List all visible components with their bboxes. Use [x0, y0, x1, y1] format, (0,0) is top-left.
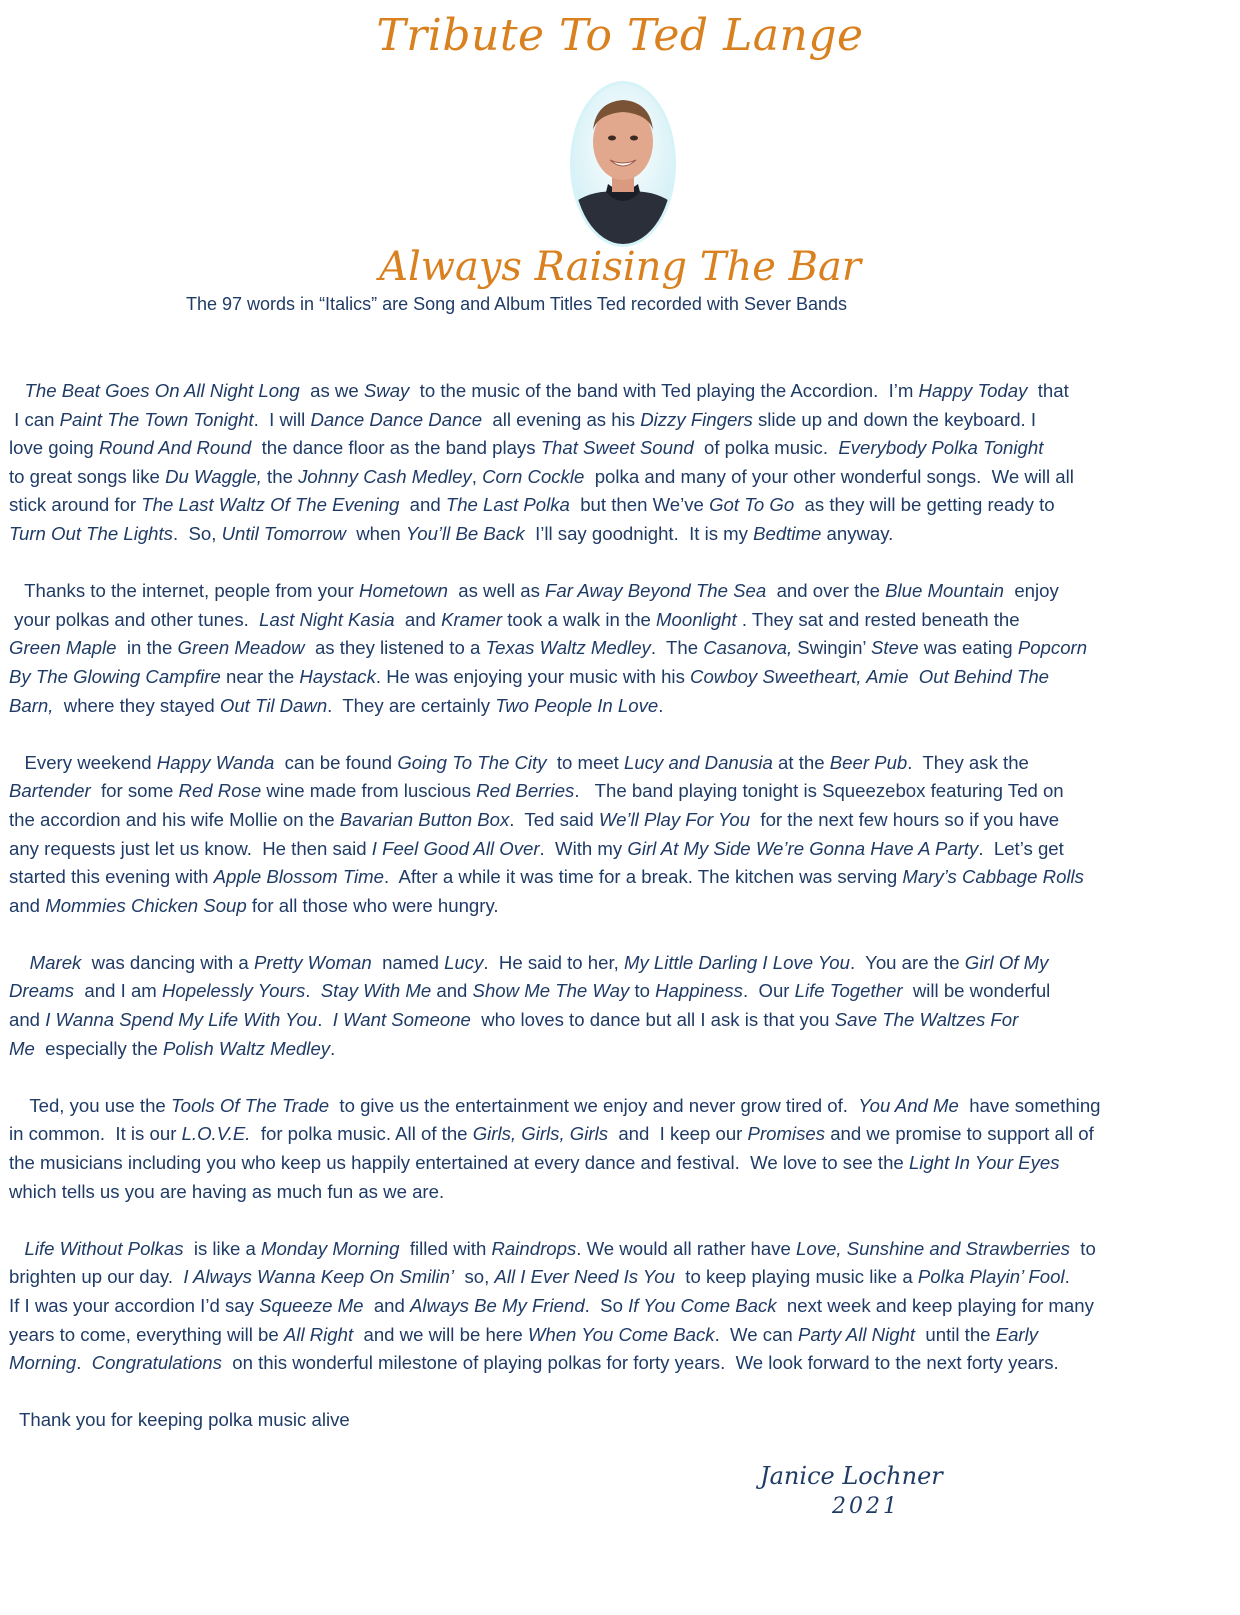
- text-run: for polka music. All of the: [250, 1123, 473, 1145]
- song-title: Popcorn: [1017, 637, 1088, 659]
- text-line: [9, 1263, 1237, 1292]
- song-title: Moonlight: [656, 608, 737, 630]
- text-run: anyway.: [821, 522, 894, 544]
- song-title: Life Together: [794, 980, 903, 1002]
- song-title: Got To Go: [709, 494, 795, 516]
- song-title: The Beat Goes On All Night Long: [24, 380, 300, 401]
- song-title: Dizzy Fingers: [640, 408, 753, 430]
- text-run: but then We’ve: [569, 494, 710, 516]
- text-run: as they will be getting ready to: [794, 494, 1055, 516]
- song-title: Apple Blossom Time: [213, 866, 384, 888]
- text-line: [9, 892, 1237, 921]
- song-title: Blue Mountain: [885, 580, 1004, 602]
- text-run: . The band playing tonight is Squeezebox featuring Ted on: [574, 780, 1064, 802]
- text-run: was dancing with a: [81, 951, 254, 973]
- text-run: will be wonderful: [902, 980, 1051, 1002]
- text-run: .: [658, 694, 664, 716]
- song-title: Barn,: [9, 694, 54, 716]
- signature-year: 2021: [832, 1494, 900, 1519]
- song-title: Turn Out The Lights: [9, 522, 173, 544]
- text-run: next week and keep playing for many: [776, 1295, 1094, 1316]
- text-run: . They ask the: [907, 751, 1029, 773]
- text-run: . Our: [742, 980, 795, 1002]
- song-title: Hopelessly Yours: [161, 980, 306, 1002]
- text-line: [9, 977, 1237, 1006]
- text-run: [9, 952, 30, 973]
- paragraph-gap: [9, 1206, 1237, 1235]
- song-title: Lucy and Danusia: [624, 751, 773, 773]
- song-title: Dreams: [9, 980, 75, 1002]
- text-run: and: [9, 894, 46, 916]
- text-run: that: [1027, 380, 1069, 401]
- text-run: the: [261, 465, 299, 487]
- text-run: have something: [958, 1094, 1101, 1116]
- song-title: Green Meadow: [177, 637, 305, 659]
- text-run: which tells us you are having as much fun as we are.: [9, 1180, 445, 1202]
- song-title: We’ll Play For You: [598, 808, 751, 830]
- text-run: . With my: [539, 837, 628, 859]
- song-title: Always Be My Friend: [410, 1295, 585, 1316]
- text-run: the musicians including you who keep us happily entertained at every dance and festival. We love to see the: [9, 1152, 909, 1174]
- text-run: love going: [9, 437, 99, 459]
- page-subtitle: Always Raising The Bar: [379, 244, 861, 290]
- song-title: Everybody Polka Tonight: [838, 437, 1044, 459]
- paragraph: [9, 377, 1237, 549]
- song-title: Cowboy Sweetheart, Amie Out Behind The: [690, 665, 1050, 687]
- song-title: Happy Today: [918, 380, 1028, 401]
- song-title: Johnny Cash Medley: [298, 465, 472, 487]
- text-run: ,: [471, 465, 483, 487]
- song-title: All I Ever Need Is You: [494, 1266, 675, 1288]
- paragraph: [9, 577, 1237, 720]
- paragraph-gap: [9, 1063, 1237, 1092]
- paragraph: [9, 749, 1237, 921]
- text-line: [9, 1178, 1237, 1207]
- song-title: That Sweet Sound: [540, 437, 694, 459]
- song-title: Hometown: [359, 580, 448, 602]
- text-run: I can: [9, 408, 60, 430]
- song-title: Until Tomorrow: [221, 522, 346, 544]
- text-run: on this wonderful milestone of playing polkas for forty years. We look forward to the next forty years.: [221, 1352, 1059, 1374]
- text-run: . So: [584, 1295, 629, 1316]
- song-title: Round And Round: [98, 437, 252, 459]
- song-title: L.O.V.E.: [181, 1123, 251, 1145]
- song-title: Green Maple: [9, 637, 117, 659]
- text-run: . We can: [714, 1323, 798, 1345]
- text-run: .: [1064, 1266, 1070, 1288]
- text-run: and: [394, 608, 442, 630]
- text-run: Thank you for keeping polka music alive: [9, 1409, 350, 1431]
- paragraph: [9, 949, 1237, 1063]
- text-line: [9, 806, 1237, 835]
- text-run: brighten up our day.: [9, 1266, 184, 1288]
- song-title: Kramer: [441, 608, 503, 630]
- text-run: to: [629, 980, 656, 1002]
- song-title: I Want Someone: [332, 1009, 471, 1031]
- text-line: [9, 835, 1237, 864]
- text-run: named: [371, 951, 445, 973]
- song-title: Life Without Polkas: [24, 1237, 184, 1259]
- text-run: to great songs like: [9, 465, 166, 487]
- song-title: I Feel Good All Over: [371, 837, 540, 859]
- text-line: [9, 577, 1237, 606]
- song-title: You And Me: [858, 1094, 959, 1116]
- song-title: Going To The City: [397, 751, 547, 773]
- text-run: and over the: [766, 580, 886, 602]
- song-title: I Always Wanna Keep On Smilin’: [183, 1266, 455, 1288]
- text-run: any requests just let us know. He then said: [9, 837, 372, 859]
- tribute-text: [9, 377, 1237, 1435]
- text-run: and we promise to support all of: [825, 1123, 1094, 1145]
- song-title: Save The Waltzes For: [834, 1009, 1019, 1031]
- text-run: the dance floor as the band plays: [251, 437, 541, 459]
- song-title: Mommies Chicken Soup: [45, 894, 247, 916]
- text-run: [9, 1238, 25, 1259]
- text-run: of polka music.: [693, 437, 839, 459]
- text-run: took a walk in the: [502, 608, 657, 630]
- text-run: in the: [116, 637, 178, 659]
- song-title: Early: [995, 1323, 1039, 1345]
- text-run: and we will be here: [353, 1323, 528, 1345]
- text-run: to meet: [546, 751, 625, 773]
- text-run: for the next few hours so if you have: [750, 808, 1060, 830]
- text-run: at the: [772, 751, 830, 773]
- song-title: Me: [9, 1037, 35, 1059]
- text-line: [9, 606, 1237, 635]
- song-title: Red Berries: [476, 780, 575, 802]
- song-title: All Right: [283, 1323, 354, 1345]
- song-title: Stay With Me: [320, 980, 432, 1002]
- song-title: Texas Waltz Medley: [485, 637, 651, 659]
- song-title: Far Away Beyond The Sea: [545, 580, 767, 602]
- text-run: for all those who were hungry.: [246, 894, 499, 916]
- text-run: . So,: [172, 522, 222, 544]
- text-run: . You are the: [849, 951, 965, 973]
- song-title: The Last Polka: [445, 494, 570, 516]
- song-title: Happiness: [655, 980, 743, 1002]
- song-title: Mary’s Cabbage Rolls: [902, 866, 1084, 888]
- text-run: to: [1069, 1237, 1096, 1259]
- song-title: Lucy: [444, 951, 484, 973]
- song-title: Haystack: [299, 665, 376, 687]
- song-title: The Last Waltz Of The Evening: [141, 494, 400, 516]
- text-run: wine made from luscious: [261, 780, 477, 802]
- text-run: . After a while it was time for a break. The kitchen was serving: [383, 866, 903, 888]
- song-title: Party All Night: [797, 1323, 916, 1345]
- song-title: I Wanna Spend My Life With You: [45, 1009, 318, 1031]
- page-title: Tribute To Ted Lange: [376, 10, 864, 61]
- text-run: . We would all rather have: [576, 1237, 797, 1259]
- text-line: [9, 1321, 1237, 1350]
- text-line: [9, 491, 1237, 520]
- song-title: Marek: [29, 951, 82, 973]
- paragraph: [9, 1406, 1237, 1435]
- song-title: Red Rose: [178, 780, 262, 802]
- text-run: started this evening with: [9, 866, 214, 888]
- text-run: to keep playing music like a: [674, 1266, 918, 1288]
- song-title: By The Glowing Campfire: [9, 665, 221, 687]
- text-run: and: [363, 1295, 411, 1316]
- song-title: Last Night Kasia: [259, 608, 395, 630]
- song-title: Bavarian Button Box: [339, 808, 510, 830]
- text-run: for some: [90, 780, 179, 802]
- text-run: Swingin’: [792, 637, 872, 659]
- paragraph-gap: [9, 720, 1237, 749]
- signature-name: Janice Lochner: [760, 1462, 943, 1490]
- text-line: [9, 1406, 1237, 1435]
- text-run: . He said to her,: [483, 951, 624, 973]
- text-run: Ted, you use the: [9, 1094, 171, 1116]
- song-title: Light In Your Eyes: [908, 1152, 1060, 1174]
- text-run: and I am: [74, 980, 162, 1002]
- song-title: Sway: [363, 380, 410, 401]
- song-title: Squeeze Me: [259, 1295, 364, 1316]
- text-line: [9, 634, 1237, 663]
- text-run: . I will: [253, 408, 311, 430]
- song-title: You’ll Be Back: [405, 522, 525, 544]
- text-run: . The: [650, 637, 704, 659]
- paragraph: [9, 1092, 1237, 1206]
- text-run: .: [317, 1009, 333, 1031]
- song-title: Corn Cockle: [482, 465, 585, 487]
- text-line: [9, 463, 1237, 492]
- song-title: Show Me The Way: [472, 980, 630, 1002]
- text-line: [9, 692, 1237, 721]
- text-line: [9, 1349, 1237, 1378]
- text-line: [9, 863, 1237, 892]
- text-run: your polkas and other tunes.: [9, 608, 260, 630]
- song-title: Monday Morning: [261, 1237, 400, 1259]
- text-line: [9, 777, 1237, 806]
- text-run: Thanks to the internet, people from your: [9, 580, 360, 602]
- text-run: enjoy: [1003, 580, 1059, 602]
- song-title: Bartender: [9, 780, 91, 802]
- text-line: [9, 1292, 1237, 1321]
- text-run: to the music of the band with Ted playing the Accordion. I’m: [409, 380, 919, 401]
- text-run: can be found: [274, 751, 398, 773]
- paragraph-gap: [9, 1378, 1237, 1407]
- portrait-photo: [568, 80, 678, 248]
- song-title: Polish Waltz Medley: [163, 1037, 331, 1059]
- text-run: was eating: [918, 637, 1018, 659]
- text-line: [9, 749, 1237, 778]
- text-run: until the: [915, 1323, 996, 1345]
- text-line: [9, 434, 1237, 463]
- text-run: as they listened to a: [304, 637, 486, 659]
- paragraph-gap: [9, 549, 1237, 578]
- text-run: . They are certainly: [327, 694, 496, 716]
- text-run: years to come, everything will be: [9, 1323, 284, 1345]
- text-run: especially the: [34, 1037, 164, 1059]
- text-line: [9, 520, 1237, 549]
- text-run: .: [76, 1352, 92, 1374]
- text-run: and I keep our: [608, 1123, 748, 1145]
- text-run: . They sat and rested beneath the: [736, 608, 1020, 630]
- song-title: Raindrops: [491, 1237, 577, 1259]
- paragraph-gap: [9, 920, 1237, 949]
- song-title: When You Come Back: [527, 1323, 715, 1345]
- text-run: all evening as his: [482, 408, 641, 430]
- song-title: Dance Dance Dance: [310, 408, 483, 430]
- text-line: [9, 1235, 1237, 1264]
- text-run: polka and many of your other wonderful songs. We will all: [584, 465, 1074, 487]
- text-line: [9, 1035, 1237, 1064]
- text-run: near the: [220, 665, 300, 687]
- song-title: Out Til Dawn: [219, 694, 328, 716]
- text-line: [9, 377, 1237, 406]
- text-run: .: [305, 980, 321, 1002]
- text-line: [9, 406, 1237, 435]
- text-run: .: [330, 1037, 336, 1059]
- text-run: [9, 380, 25, 401]
- text-run: and: [399, 494, 446, 516]
- text-run: when: [345, 522, 406, 544]
- song-title: Girl At My Side We’re Gonna Have A Party: [627, 837, 979, 859]
- song-title: Du Waggle,: [165, 465, 262, 487]
- song-title: Paint The Town Tonight: [59, 408, 254, 430]
- song-title: Polka Playin’ Fool: [917, 1266, 1065, 1288]
- paragraph: [9, 1235, 1237, 1378]
- text-line: [9, 1006, 1237, 1035]
- song-title: Happy Wanda: [156, 751, 275, 773]
- italics-note: The 97 words in “Italics” are Song and Album Titles Ted recorded with Sever Bands: [186, 294, 848, 314]
- text-line: [9, 1092, 1237, 1121]
- text-run: as well as: [447, 580, 546, 602]
- text-run: the accordion and his wife Mollie on the: [9, 808, 340, 830]
- text-run: who loves to dance but all I ask is that you: [470, 1009, 835, 1031]
- song-title: Bedtime: [753, 522, 822, 544]
- text-line: [9, 949, 1237, 978]
- song-title: Steve: [871, 637, 919, 659]
- text-line: [9, 1149, 1237, 1178]
- text-line: [9, 663, 1237, 692]
- text-run: I’ll say goodnight. It is my: [524, 522, 754, 544]
- song-title: Two People In Love: [495, 694, 659, 716]
- text-run: . He was enjoying your music with his: [375, 665, 691, 687]
- song-title: Girls, Girls, Girls: [472, 1123, 608, 1145]
- text-run: and: [9, 1009, 46, 1031]
- song-title: Pretty Woman: [253, 951, 372, 973]
- text-run: to give us the entertainment we enjoy and never grow tired of.: [329, 1094, 859, 1116]
- text-run: so,: [454, 1266, 495, 1288]
- text-run: Every weekend: [9, 751, 157, 773]
- text-run: and: [431, 980, 473, 1002]
- song-title: Beer Pub: [829, 751, 908, 773]
- song-title: Congratulations: [91, 1352, 222, 1374]
- text-line: [9, 1120, 1237, 1149]
- song-title: Tools Of The Trade: [170, 1094, 330, 1116]
- song-title: My Little Darling I Love You: [623, 951, 850, 973]
- text-run: in common. It is our: [9, 1123, 182, 1145]
- song-title: Promises: [747, 1123, 826, 1145]
- text-run: as we: [299, 380, 364, 401]
- text-run: slide up and down the keyboard. I: [752, 408, 1037, 430]
- text-run: stick around for: [9, 494, 142, 516]
- text-run: filled with: [399, 1237, 492, 1259]
- song-title: Girl Of My: [964, 951, 1049, 973]
- song-title: Morning: [9, 1352, 77, 1374]
- song-title: If You Come Back: [628, 1295, 777, 1316]
- song-title: Casanova,: [703, 637, 793, 659]
- text-run: . Let’s get: [978, 837, 1064, 859]
- text-run: . Ted said: [509, 808, 599, 830]
- text-run: is like a: [183, 1237, 261, 1259]
- song-title: Love, Sunshine and Strawberries: [796, 1237, 1070, 1259]
- text-run: If I was your accordion I’d say: [9, 1295, 260, 1316]
- text-run: where they stayed: [53, 694, 220, 716]
